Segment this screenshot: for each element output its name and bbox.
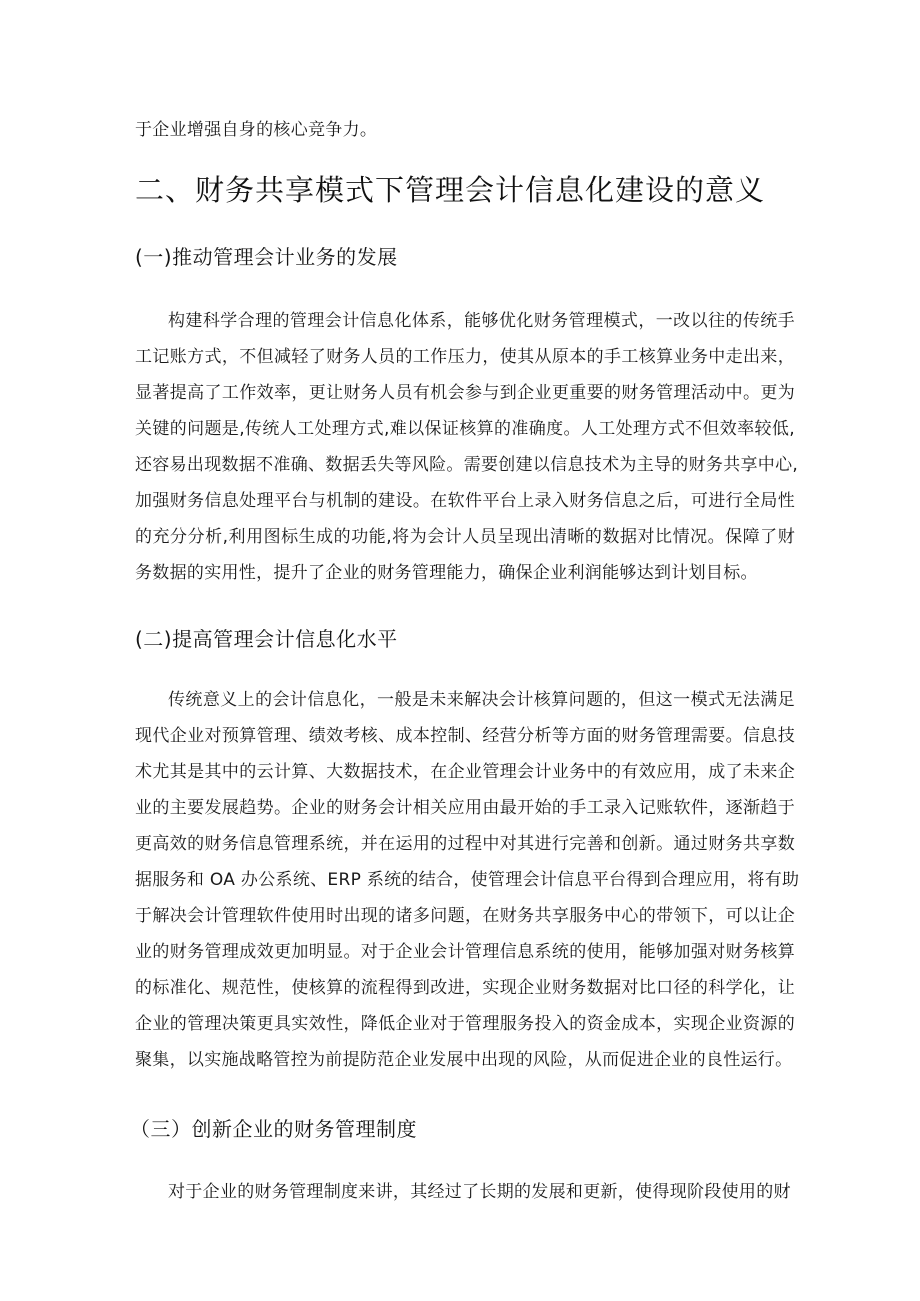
paragraph-line: 术尤其是其中的云计算、大数据技术，在企业管理会计业务中的有效应用，成了未来企 [135, 762, 795, 782]
paragraph-line: 企业的管理决策更具实效性，降低企业对于管理服务投入的资金成本，实现企业资源的 [135, 1014, 795, 1034]
paragraph-line: 的充分分析,利用图标生成的功能,将为会计人员呈现出清晰的数据对比情况。保障了财 [135, 527, 795, 547]
paragraph-line: 据服务和 OA 办公系统、ERP 系统的结合，使管理会计信息平台得到合理应用，将有助 [135, 870, 800, 890]
paragraph-line: 聚集，以实施战略管控为前提防范企业发展中出现的风险，从而促进企业的良性运行。 [135, 1050, 793, 1070]
paragraph-line: 业的主要发展趋势。企业的财务会计相关应用由最开始的手工录入记账软件，逐渐趋于 [135, 798, 795, 818]
section-title: 二、财务共享模式下管理会计信息化建设的意义 [135, 173, 766, 207]
subsection-3-heading: （三）创新企业的财务管理制度 [130, 1117, 417, 1141]
subsection-1-heading: (一)推动管理会计业务的发展 [135, 245, 398, 269]
paragraph-line: 加强财务信息处理平台与机制的建设。在软件平台上录入财务信息之后，可进行全局性 [135, 491, 795, 511]
paragraph-line: 现代企业对预算管理、绩效考核、成本控制、经营分析等方面的财务管理需要。信息技 [135, 726, 795, 746]
paragraph-line: 传统意义上的会计信息化，一般是未来解决会计核算问题的，但这一模式无法满足 [168, 690, 795, 710]
subsection-2-heading: (二)提高管理会计信息化水平 [135, 627, 398, 651]
paragraph-line: 业的财务管理成效更加明显。对于企业会计管理信息系统的使用，能够加强对财务核算 [135, 942, 795, 962]
paragraph-line: 对于企业的财务管理制度来讲，其经过了长期的发展和更新，使得现阶段使用的财 [168, 1182, 791, 1202]
paragraph-line: 工记账方式，不但减轻了财务人员的工作压力，使其从原本的手工核算业务中走出来， [135, 347, 795, 367]
paragraph-line: 于解决会计管理软件使用时出现的诸多问题，在财务共享服务中心的带领下，可以让企 [135, 906, 795, 926]
paragraph-line: 显著提高了工作效率，更让财务人员有机会参与到企业更重要的财务管理活动中。更为 [135, 383, 795, 403]
paragraph-line: 构建科学合理的管理会计信息化体系，能够优化财务管理模式，一改以往的传统手 [168, 311, 795, 331]
paragraph-line: 更高效的财务信息管理系统，并在运用的过程中对其进行完善和创新。通过财务共享数 [135, 834, 795, 854]
paragraph-line: 还容易出现数据不准确、数据丢失等风险。需要创建以信息技术为主导的财务共享中心, [135, 455, 799, 475]
intro-paragraph-line: 于企业增强自身的核心竞争力。 [135, 120, 378, 140]
paragraph-line: 关键的问题是,传统人工处理方式,难以保证核算的准确度。人工处理方式不但效率较低, [135, 419, 795, 439]
paragraph-line: 的标准化、规范性，使核算的流程得到改进，实现企业财务数据对比口径的科学化，让 [135, 978, 795, 998]
paragraph-line: 务数据的实用性，提升了企业的财务管理能力，确保企业利润能够达到计划目标。 [135, 563, 758, 583]
